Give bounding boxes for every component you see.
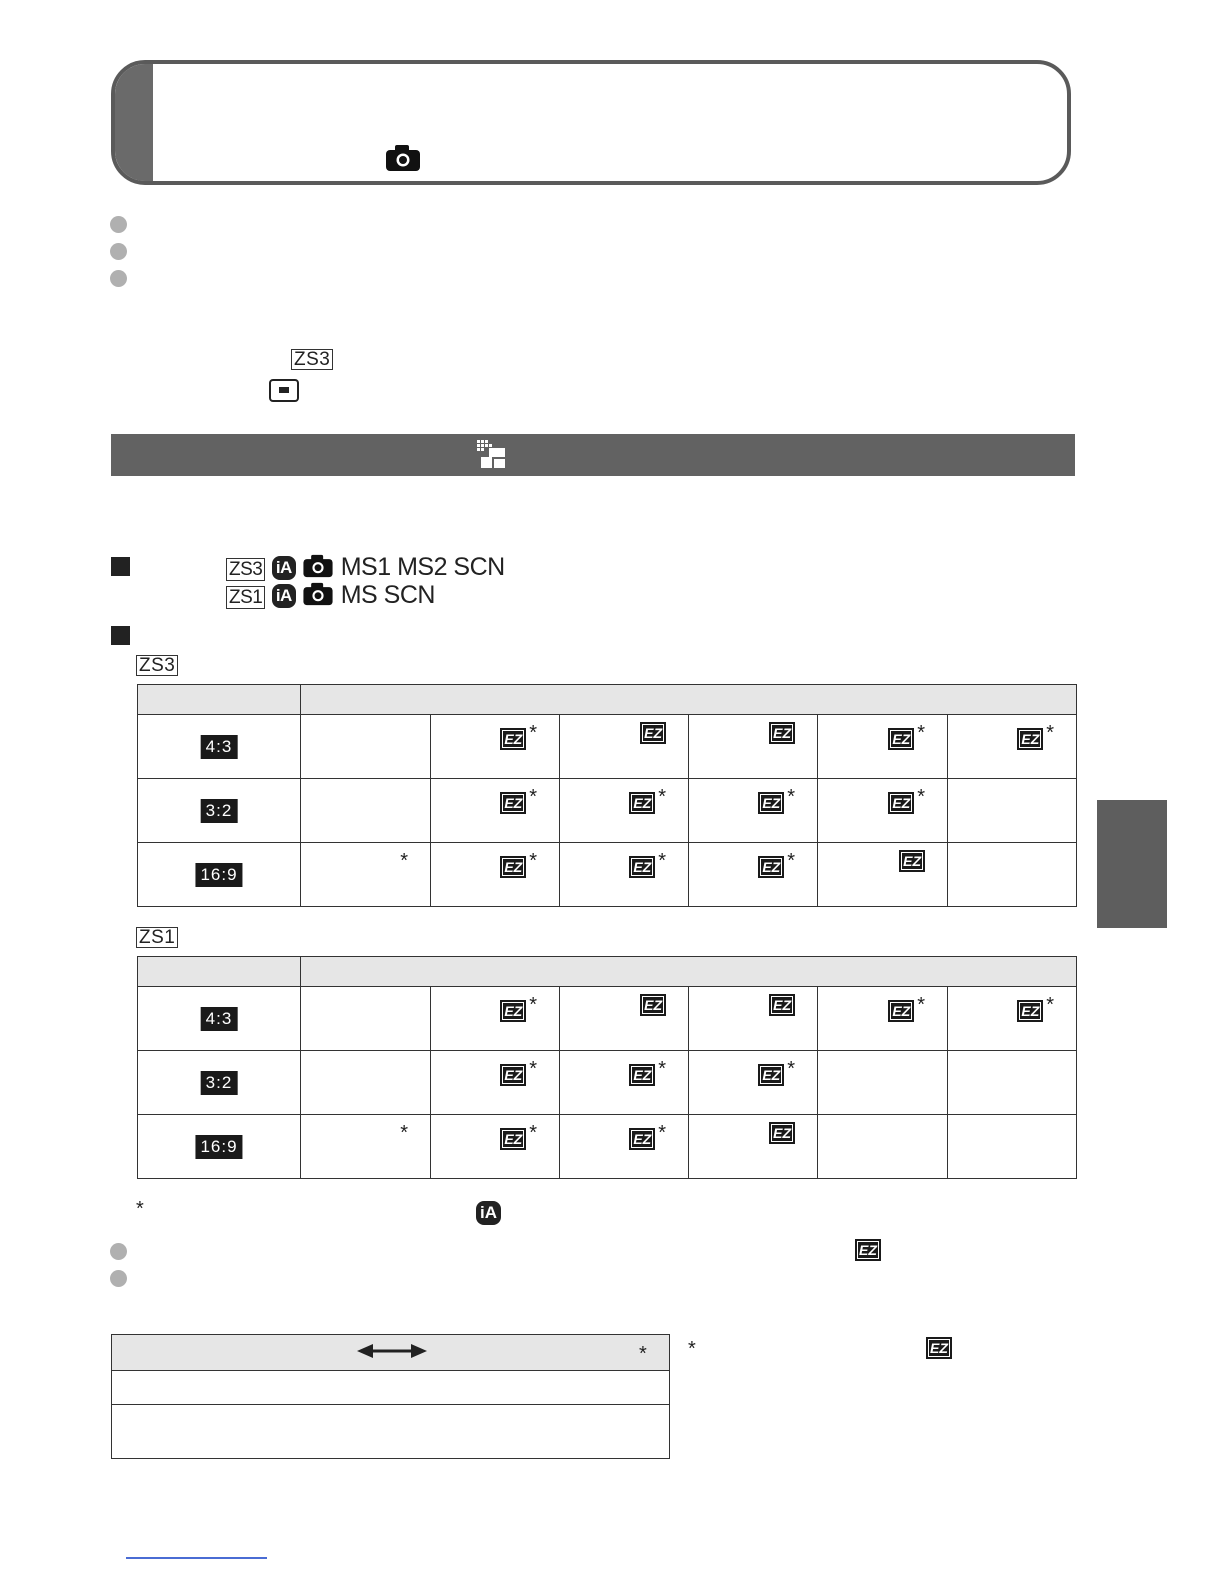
footnote-asterisk: * <box>136 1198 144 1220</box>
ez-icon: EZ <box>888 728 914 750</box>
zs3-mode-tag: ZS3 <box>226 558 265 581</box>
aspect-ratio-label: 3:2 <box>201 1071 238 1095</box>
size-cell <box>948 1115 1077 1179</box>
size-cell-mark <box>500 994 537 1022</box>
ez-icon: EZ <box>769 994 795 1016</box>
size-cell-mark <box>888 786 925 814</box>
size-cell <box>301 843 431 907</box>
size-cell-mark <box>640 722 666 744</box>
size-cell <box>948 843 1077 907</box>
size-cell <box>818 779 948 843</box>
zs1-table-tag: ZS1 <box>136 927 178 948</box>
ez-icon: EZ <box>855 1239 881 1261</box>
size-cell-mark <box>758 1058 795 1086</box>
size-cell-mark <box>629 850 666 878</box>
zoom-info-table <box>111 1334 670 1459</box>
size-cell-mark <box>629 786 666 814</box>
ez-icon: EZ <box>1017 1000 1043 1022</box>
size-cell <box>818 987 948 1051</box>
size-cell <box>948 987 1077 1051</box>
size-cell-mark <box>500 786 537 814</box>
size-cell <box>948 715 1077 779</box>
ez-icon: EZ <box>500 856 526 878</box>
table-row <box>138 987 1077 1051</box>
size-cell <box>431 987 560 1051</box>
aspect-ratio-cell <box>138 987 301 1051</box>
section-header-box <box>111 60 1071 185</box>
aspect-ratio-label: 4:3 <box>201 735 238 759</box>
size-cell <box>689 715 818 779</box>
size-cell-mark <box>758 850 795 878</box>
size-cell <box>560 843 689 907</box>
ez-icon: EZ <box>888 1000 914 1022</box>
size-cell-mark <box>888 994 925 1022</box>
asterisk-mark: * <box>400 850 408 872</box>
size-cell <box>301 1051 431 1115</box>
asterisk-mark: * <box>658 1058 666 1080</box>
size-cell-mark <box>769 994 795 1016</box>
size-cell-mark <box>769 1122 795 1144</box>
note-asterisk: * <box>688 1338 696 1360</box>
size-cell <box>431 1051 560 1115</box>
table-row <box>138 715 1077 779</box>
aspect-ratio-icon <box>477 440 507 470</box>
aspect-ratio-label: 3:2 <box>201 799 238 823</box>
asterisk-mark: * <box>529 850 537 872</box>
asterisk-mark: * <box>1046 994 1055 1016</box>
zs3-table-tag: ZS3 <box>136 655 178 676</box>
aspect-ratio-cell <box>138 715 301 779</box>
ez-icon: EZ <box>769 722 795 744</box>
size-cell-mark <box>1017 994 1054 1022</box>
ez-icon: EZ <box>769 1122 795 1144</box>
size-cell <box>431 1115 560 1179</box>
size-cell <box>560 987 689 1051</box>
size-cell-mark <box>500 722 537 750</box>
size-cell <box>689 987 818 1051</box>
size-cell-mark <box>1017 722 1054 750</box>
ia-mode-icon: iA <box>272 584 296 608</box>
size-cell-mark <box>758 786 795 814</box>
asterisk-mark: * <box>529 1058 537 1080</box>
ia-mode-icon: iA <box>476 1201 501 1225</box>
ez-icon: EZ <box>500 792 526 814</box>
aspect-ratio-label: 16:9 <box>195 1135 242 1159</box>
double-arrow-icon <box>357 1341 427 1361</box>
size-cell-mark <box>500 1122 537 1150</box>
size-cell <box>689 1051 818 1115</box>
aspect-ratio-cell <box>138 1115 301 1179</box>
aspect-ratio-label: 4:3 <box>201 1007 238 1031</box>
section-title-bar <box>111 434 1075 476</box>
aspect-ratio-label: 16:9 <box>195 863 242 887</box>
square-marker-settings <box>111 626 130 645</box>
size-cell <box>431 779 560 843</box>
size-cell <box>818 1051 948 1115</box>
bullet-1 <box>110 216 127 233</box>
table-header-cell <box>301 685 1077 715</box>
size-cell-mark <box>500 850 537 878</box>
ez-icon: EZ <box>500 1064 526 1086</box>
ez-icon: EZ <box>926 1337 952 1359</box>
ez-icon: EZ <box>758 792 784 814</box>
zs1-picture-size-table <box>137 956 1077 1179</box>
table-row <box>138 1115 1077 1179</box>
ez-icon: EZ <box>758 856 784 878</box>
size-cell <box>301 715 431 779</box>
table-header-cell <box>301 957 1077 987</box>
ez-icon: EZ <box>640 722 666 744</box>
size-cell <box>560 1115 689 1179</box>
camera-icon <box>302 554 334 578</box>
asterisk-mark: * <box>917 994 925 1016</box>
ez-icon: EZ <box>640 994 666 1016</box>
size-cell <box>301 1115 431 1179</box>
aspect-ratio-cell <box>138 1051 301 1115</box>
size-cell <box>431 843 560 907</box>
table-row <box>138 843 1077 907</box>
zs1-mode-tag: ZS1 <box>226 586 265 609</box>
asterisk-mark: * <box>917 786 925 808</box>
size-cell-mark <box>629 1122 666 1150</box>
bullet-3 <box>110 270 127 287</box>
asterisk-mark: * <box>529 722 537 744</box>
ez-icon: EZ <box>629 856 655 878</box>
zs1-mode-list: MS SCN <box>340 581 435 609</box>
size-cell-mark <box>640 994 666 1016</box>
asterisk-mark: * <box>787 850 795 872</box>
asterisk-mark: * <box>1046 722 1055 744</box>
asterisk-mark: * <box>658 850 666 872</box>
aspect-ratio-cell <box>138 779 301 843</box>
size-cell <box>689 779 818 843</box>
ez-icon: EZ <box>899 850 925 872</box>
ez-icon: EZ <box>500 1128 526 1150</box>
table-header-cell <box>138 957 301 987</box>
size-cell-mark <box>899 850 925 872</box>
size-cell-mark <box>500 1058 537 1086</box>
zs3-picture-size-table <box>137 684 1077 907</box>
asterisk-mark: * <box>529 994 537 1016</box>
aspect-ratio-cell <box>138 843 301 907</box>
size-cell <box>689 843 818 907</box>
size-cell <box>301 987 431 1051</box>
ez-icon: EZ <box>758 1064 784 1086</box>
size-cell <box>560 715 689 779</box>
bullet-5 <box>110 1270 127 1287</box>
table-row <box>138 779 1077 843</box>
size-cell-mark <box>629 1058 666 1086</box>
ez-icon: EZ <box>500 1000 526 1022</box>
size-cell-mark <box>769 722 795 744</box>
size-cell-mark <box>888 722 925 750</box>
single-area-icon <box>269 379 299 402</box>
ez-icon: EZ <box>1017 728 1043 750</box>
chapter-side-tab <box>1097 800 1167 928</box>
asterisk-mark: * <box>658 786 666 808</box>
footer-link-underline <box>126 1557 267 1559</box>
table-row <box>138 1051 1077 1115</box>
camera-icon <box>302 582 334 606</box>
size-cell <box>689 1115 818 1179</box>
zoom-info-header <box>112 1335 669 1371</box>
ez-icon: EZ <box>629 1064 655 1086</box>
size-cell-mark <box>397 850 408 877</box>
bullet-4 <box>110 1243 127 1260</box>
size-cell <box>818 843 948 907</box>
asterisk-mark: * <box>529 786 537 808</box>
zs1-modes <box>226 581 435 610</box>
ez-icon: EZ <box>629 1128 655 1150</box>
header-asterisk: * <box>639 1343 647 1365</box>
size-cell-mark <box>397 1122 408 1149</box>
ez-icon: EZ <box>500 728 526 750</box>
asterisk-mark: * <box>658 1122 666 1144</box>
zs3-mode-list: MS1 MS2 SCN <box>340 553 505 581</box>
asterisk-mark: * <box>787 786 795 808</box>
size-cell <box>818 715 948 779</box>
zs3-tag: ZS3 <box>291 349 333 370</box>
size-cell <box>560 1051 689 1115</box>
size-cell <box>818 1115 948 1179</box>
bullet-2 <box>110 243 127 260</box>
size-cell <box>560 779 689 843</box>
header-accent-bar <box>115 64 153 181</box>
ia-mode-icon: iA <box>272 556 296 580</box>
asterisk-mark: * <box>400 1122 408 1144</box>
ez-icon: EZ <box>629 792 655 814</box>
asterisk-mark: * <box>917 722 925 744</box>
size-cell <box>431 715 560 779</box>
size-cell <box>948 779 1077 843</box>
ez-icon: EZ <box>888 792 914 814</box>
zoom-info-row <box>112 1371 669 1405</box>
size-cell <box>948 1051 1077 1115</box>
asterisk-mark: * <box>529 1122 537 1144</box>
table-header-cell <box>138 685 301 715</box>
square-marker-modes <box>111 557 130 576</box>
asterisk-mark: * <box>787 1058 795 1080</box>
zs3-modes <box>226 553 505 582</box>
camera-icon <box>385 144 421 172</box>
size-cell <box>301 779 431 843</box>
